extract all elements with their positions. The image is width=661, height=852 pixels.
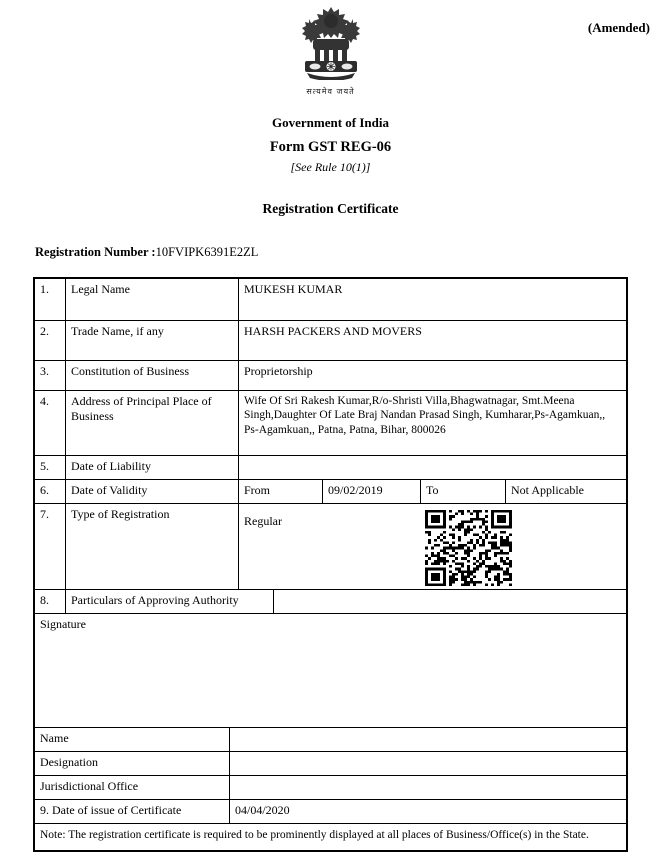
trade-name-label: Trade Name, if any (66, 321, 239, 360)
registration-number-line (35, 245, 661, 260)
issue-date-label: 9. Date of issue of Certificate (35, 800, 230, 823)
name-value (230, 728, 626, 751)
table-row-trade-name (35, 321, 626, 361)
signature-cell: Signature (40, 617, 86, 631)
validity-from-value: 09/02/2019 (323, 480, 421, 503)
qr-code (425, 510, 512, 586)
table-row-legal-name (35, 279, 626, 321)
table-row-designation (35, 752, 626, 776)
certificate-title: Registration Certificate (262, 201, 399, 216)
name-label: Name (35, 728, 230, 751)
row-number: 8. (35, 590, 66, 613)
approving-authority-label: Particulars of Approving Authority (66, 590, 274, 613)
table-row-note (35, 824, 626, 850)
national-emblem (0, 0, 661, 97)
certificate-table (33, 277, 628, 852)
approving-authority-value (274, 590, 626, 613)
liability-value (239, 456, 626, 479)
table-row-address (35, 391, 626, 456)
registration-type-label: Type of Registration (66, 504, 239, 589)
address-label: Address of Principal Place of Business (66, 391, 239, 455)
validity-to-value: Not Applicable (511, 483, 584, 497)
row-number: 7. (35, 504, 66, 589)
note-text: Note: The registration certificate is required to be prominently displayed at all places of Business/Office(s) in the State. (40, 829, 589, 841)
amended-label: (Amended) (587, 20, 650, 35)
row-number: 1. (35, 279, 66, 320)
table-row-registration-type (35, 504, 626, 590)
row-number: 2. (35, 321, 66, 360)
address-value: Wife Of Sri Rakesh Kumar,R/o-Shristi Villa,Bhagwatnagar, Smt.Meena Singh,Daughter Of Late Braj Nandan Prasad Singh, Kumharar,Ps-Agamkuan,, Ps-Agamkuan,, Patna, Patna, Bihar, 800026 (244, 395, 606, 436)
emblem-motto: सत्यमेव जयते (306, 87, 355, 96)
table-row-issue-date (35, 800, 626, 824)
row-number: 3. (35, 361, 66, 390)
table-row-approving-authority (35, 590, 626, 614)
legal-name-value: MUKESH KUMAR (244, 282, 343, 296)
liability-label: Date of Liability (66, 456, 239, 479)
legal-name-label: Legal Name (66, 279, 239, 320)
row-number: 5. (35, 456, 66, 479)
constitution-label: Constitution of Business (66, 361, 239, 390)
validity-to-label: To (421, 480, 506, 503)
registration-type-value: Regular (244, 514, 282, 528)
table-row-validity (35, 480, 626, 504)
table-row-jurisdictional-office (35, 776, 626, 800)
issue-date-value: 04/04/2020 (235, 803, 290, 817)
ashoka-emblem-icon (299, 6, 363, 80)
trade-name-value: HARSH PACKERS AND MOVERS (244, 324, 422, 338)
registration-number-label: Registration Number : (35, 245, 156, 259)
government-title: Government of India (272, 115, 389, 130)
form-title: Form GST REG-06 (269, 139, 392, 155)
designation-value (230, 752, 626, 775)
constitution-value: Proprietorship (244, 364, 313, 378)
validity-from-label: From (239, 480, 323, 503)
designation-label: Designation (35, 752, 230, 775)
table-row-name (35, 728, 626, 752)
jurisdictional-office-label: Jurisdictional Office (35, 776, 230, 799)
table-row-constitution (35, 361, 626, 391)
table-row-signature (35, 614, 626, 728)
row-number: 6. (35, 480, 66, 503)
row-number: 4. (35, 391, 66, 455)
registration-number-value: 10FVIPK6391E2ZL (155, 245, 259, 259)
table-row-liability (35, 456, 626, 480)
validity-label: Date of Validity (66, 480, 239, 503)
jurisdictional-office-value (230, 776, 626, 799)
registration-type-cell (239, 504, 626, 589)
rule-subtitle: [See Rule 10(1)] (290, 160, 371, 174)
